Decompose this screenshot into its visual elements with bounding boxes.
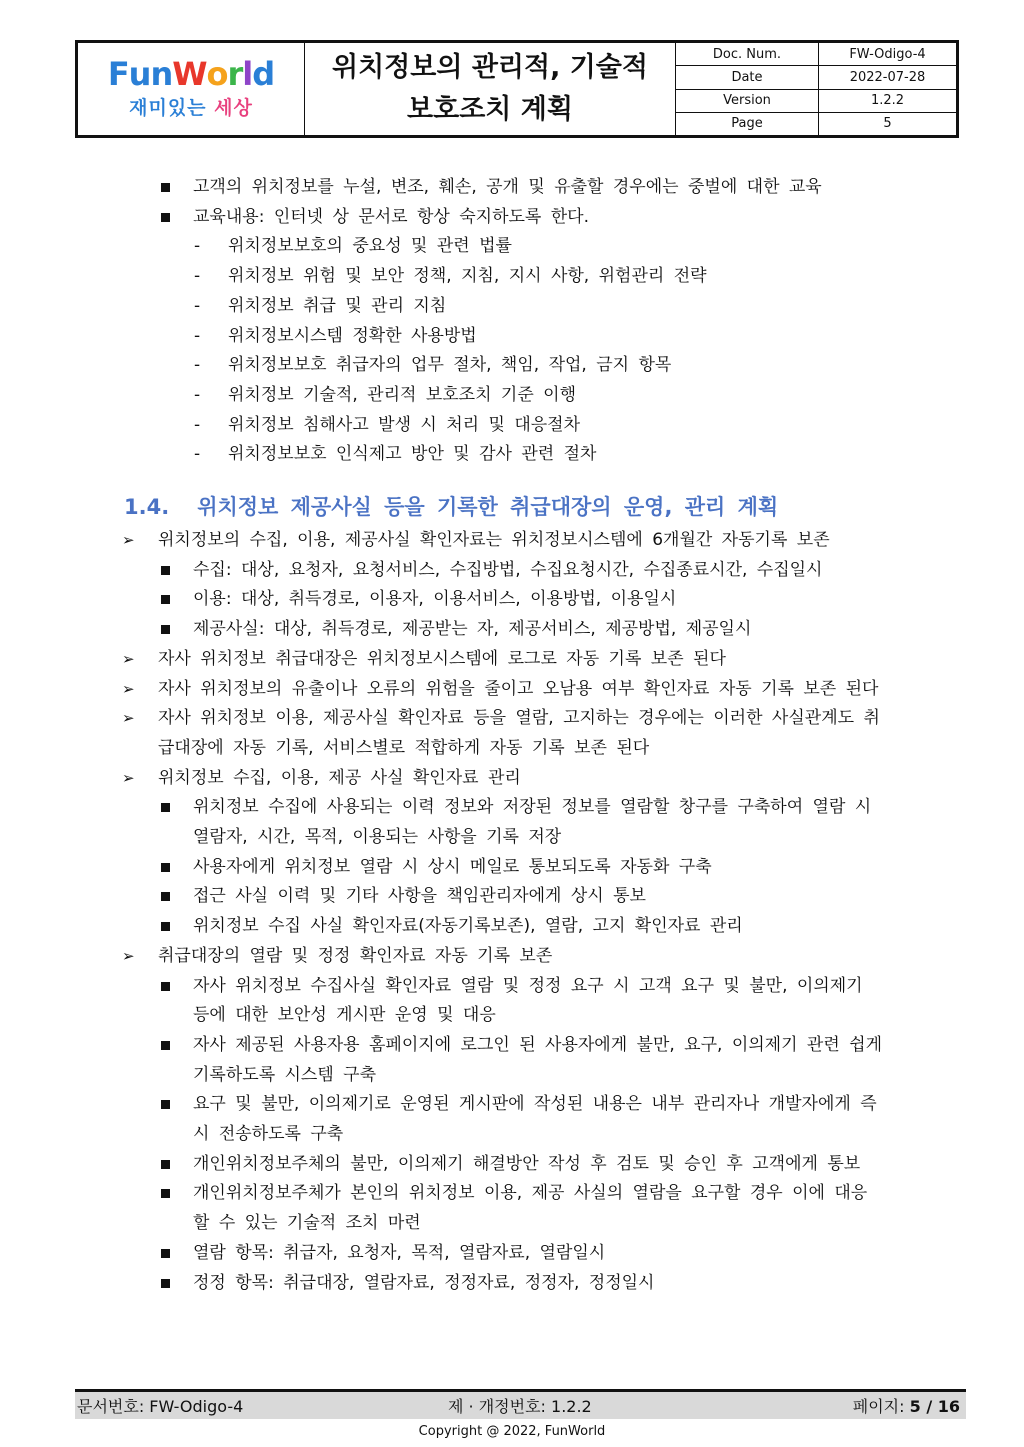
logo-letter: F xyxy=(107,55,129,93)
square-bullet-icon xyxy=(161,566,170,575)
meta-label: Date xyxy=(676,66,819,88)
arrow-bullet-icon: ➢ xyxy=(122,679,135,698)
list-item-text: 위치정보 위험 및 보안 정책, 지침, 지시 사항, 위험관리 전략 xyxy=(228,266,707,287)
list-item-text: 시 전송하도록 구축 xyxy=(193,1124,344,1144)
meta-label: Page xyxy=(676,113,819,135)
square-bullet-icon xyxy=(161,213,170,222)
meta-value: 2022-07-28 xyxy=(849,69,926,85)
dash-bullet-icon: - xyxy=(194,266,201,287)
meta-label: Doc. Num. xyxy=(676,43,819,65)
list-item-text: 접근 사실 이력 및 기타 사항을 책임관리자에게 상시 통보 xyxy=(193,886,646,907)
list-item-text: 위치정보보호 인식제고 방안 및 감사 관련 절차 xyxy=(228,444,597,465)
document-footer xyxy=(75,1389,966,1419)
logo-letter: d xyxy=(252,55,275,93)
list-item-text: 등에 대한 보안성 게시판 운영 및 대응 xyxy=(193,1005,496,1026)
logo-tagline-part: 재미있는 xyxy=(129,97,215,119)
arrow-bullet-icon: ➢ xyxy=(122,709,135,728)
meta-row-version xyxy=(676,90,956,113)
square-bullet-icon xyxy=(161,1249,170,1258)
square-bullet-icon xyxy=(161,982,170,991)
logo-letter: r xyxy=(227,55,243,93)
square-bullet-icon xyxy=(161,625,170,634)
section-number: 1.4. xyxy=(124,495,170,519)
logo-letter: n xyxy=(150,55,173,93)
list-item-text: 교육내용: 인터넷 상 문서로 항상 숙지하도록 한다. xyxy=(193,206,589,227)
dash-bullet-icon: - xyxy=(194,295,201,316)
list-item-text: 급대장에 자동 기록, 서비스별로 적합하게 자동 기록 보존 된다 xyxy=(158,737,650,758)
logo-letter: u xyxy=(128,55,151,93)
arrow-bullet-icon: ➢ xyxy=(122,531,135,549)
list-item-text: 열람자, 시간, 목적, 이용되는 사항을 기록 저장 xyxy=(193,827,562,847)
list-item-text: 위치정보 침해사고 발생 시 처리 및 대응절차 xyxy=(228,414,581,435)
square-bullet-icon xyxy=(161,892,170,901)
list-item-text: 열람 항목: 취급자, 요청자, 목적, 열람자료, 열람일시 xyxy=(193,1242,606,1263)
list-item-text: 정정 항목: 취급대장, 열람자료, 정정자료, 정정자, 정정일시 xyxy=(193,1272,655,1293)
square-bullet-icon xyxy=(161,1279,170,1288)
footer-revision: 제 · 개정번호: 1.2.2 xyxy=(448,1397,592,1416)
logo-letter: W xyxy=(172,55,207,93)
logo-tagline xyxy=(129,93,253,120)
list-item-text: 자사 위치정보의 유출이나 오류의 위험을 줄이고 오남용 여부 확인자료 자동 기록 보존 된다 xyxy=(158,678,879,699)
title-line-2: 보호조치 계획 xyxy=(407,94,573,125)
list-item-text: 사용자에게 위치정보 열람 시 상시 메일로 통보되도록 자동화 구축 xyxy=(193,856,712,877)
footer-page-label: 페이지: xyxy=(852,1397,905,1416)
dash-bullet-icon: - xyxy=(194,236,201,257)
meta-row-doc-num xyxy=(676,43,956,66)
arrow-bullet-icon: ➢ xyxy=(122,768,135,787)
meta-row-page xyxy=(676,113,956,135)
meta-row-date xyxy=(676,66,956,89)
list-item-text: 취급대장의 열람 및 정정 확인자료 자동 기록 보존 xyxy=(158,945,553,966)
list-item-text: 이용: 대상, 취득경로, 이용자, 이용서비스, 이용방법, 이용일시 xyxy=(193,589,677,610)
list-item-text: 위치정보 취급 및 관리 지침 xyxy=(228,295,447,316)
footer-page xyxy=(853,1394,960,1417)
list-item-text: 위치정보시스템 정확한 사용방법 xyxy=(228,325,477,346)
list-item-text: 수집: 대상, 요청자, 요청서비스, 수집방법, 수집요청시간, 수집종료시간, 수집일시 xyxy=(193,559,823,580)
square-bullet-icon xyxy=(161,863,170,872)
document-title xyxy=(305,43,676,135)
square-bullet-icon xyxy=(161,595,170,604)
list-item-text: 자사 제공된 사용자용 홈페이지에 로그인 된 사용자에게 불만, 요구, 이의제기 관련 쉽게 xyxy=(193,1034,883,1055)
copyright-text: Copyright @ 2022, FunWorld xyxy=(418,1424,606,1439)
section-heading xyxy=(124,493,778,521)
meta-value: 1.2.2 xyxy=(870,93,905,109)
list-item-text: 개인위치정보주체가 본인의 위치정보 이용, 제공 사실의 열람을 요구할 경우 이에 대응 xyxy=(193,1183,868,1204)
list-item-text: 자사 위치정보 취급대장은 위치정보시스템에 로그로 자동 기록 보존 된다 xyxy=(158,648,726,669)
dash-bullet-icon: - xyxy=(194,444,201,465)
list-item-text: 개인위치정보주체의 불만, 이의제기 해결방안 작성 후 검토 및 승인 후 고객에게 통보 xyxy=(193,1153,861,1174)
list-item-text: 고객의 위치정보를 누설, 변조, 훼손, 공개 및 유출할 경우에는 중벌에 대한 교육 xyxy=(193,177,822,197)
section-title: 위치정보 제공사실 등을 기록한 취급대장의 운영, 관리 계획 xyxy=(197,495,779,519)
list-item-text: 자사 위치정보 수집사실 확인자료 열람 및 정정 요구 시 고객 요구 및 불만, 이의제기 xyxy=(193,975,863,996)
square-bullet-icon xyxy=(161,803,170,812)
logo-letter: l xyxy=(242,55,253,93)
meta-value: FW-Odigo-4 xyxy=(849,46,926,62)
title-line-1: 위치정보의 관리적, 기술적 xyxy=(332,52,648,83)
funworld-logo xyxy=(78,43,305,135)
document-header xyxy=(75,40,959,138)
list-item-text: 위치정보 기술적, 관리적 보호조치 기준 이행 xyxy=(228,384,577,405)
dash-bullet-icon: - xyxy=(194,355,201,376)
list-item-text: 자사 위치정보 이용, 제공사실 확인자료 등을 열람, 고지하는 경우에는 이러한 사실관계도 취 xyxy=(158,708,880,729)
list-item-text: 위치정보 수집 사실 확인자료(자동기록보존), 열람, 고지 확인자료 관리 xyxy=(193,916,743,937)
square-bullet-icon xyxy=(161,1189,170,1198)
meta-value: 5 xyxy=(883,116,892,132)
logo-letter: o xyxy=(206,55,228,93)
footer-doc-number: 문서번호: FW-Odigo-4 xyxy=(77,1397,244,1416)
list-item-text: 할 수 있는 기술적 조치 마련 xyxy=(193,1213,421,1234)
square-bullet-icon xyxy=(161,1041,170,1050)
dash-bullet-icon: - xyxy=(194,384,201,405)
square-bullet-icon xyxy=(161,1100,170,1109)
footer-page-value: 5 / 16 xyxy=(909,1397,960,1416)
list-item-text: 위치정보 수집, 이용, 제공 사실 확인자료 관리 xyxy=(158,767,521,788)
logo-tagline-part: 세상 xyxy=(214,97,253,119)
list-item-text: 위치정보 수집에 사용되는 이력 정보와 저장된 정보를 열람할 창구를 구축하여 열람 시 xyxy=(193,797,872,818)
square-bullet-icon xyxy=(161,1160,170,1169)
document-meta-table xyxy=(676,43,956,135)
square-bullet-icon xyxy=(161,922,170,931)
list-item-text: 기록하도록 시스템 구축 xyxy=(193,1064,377,1085)
list-item-text: 위치정보의 수집, 이용, 제공사실 확인자료는 위치정보시스템에 6개월간 자동기록 보존 xyxy=(158,530,830,550)
dash-bullet-icon: - xyxy=(194,325,201,346)
meta-label: Version xyxy=(676,90,819,112)
arrow-bullet-icon: ➢ xyxy=(122,649,135,668)
list-item-text: 위치정보보호 취급자의 업무 절차, 책임, 작업, 금지 항목 xyxy=(228,355,672,376)
arrow-bullet-icon: ➢ xyxy=(122,946,135,965)
list-item-text: 요구 및 불만, 이의제기로 운영된 게시판에 작성된 내용은 내부 관리자나 개발자에게 즉 xyxy=(193,1094,877,1115)
list-item-text: 제공사실: 대상, 취득경로, 제공받는 자, 제공서비스, 제공방법, 제공일시 xyxy=(193,619,752,640)
logo-brand xyxy=(107,55,275,93)
list-item-text: 위치정보보호의 중요성 및 관련 법률 xyxy=(228,236,512,257)
square-bullet-icon xyxy=(161,183,170,192)
dash-bullet-icon: - xyxy=(194,414,201,435)
